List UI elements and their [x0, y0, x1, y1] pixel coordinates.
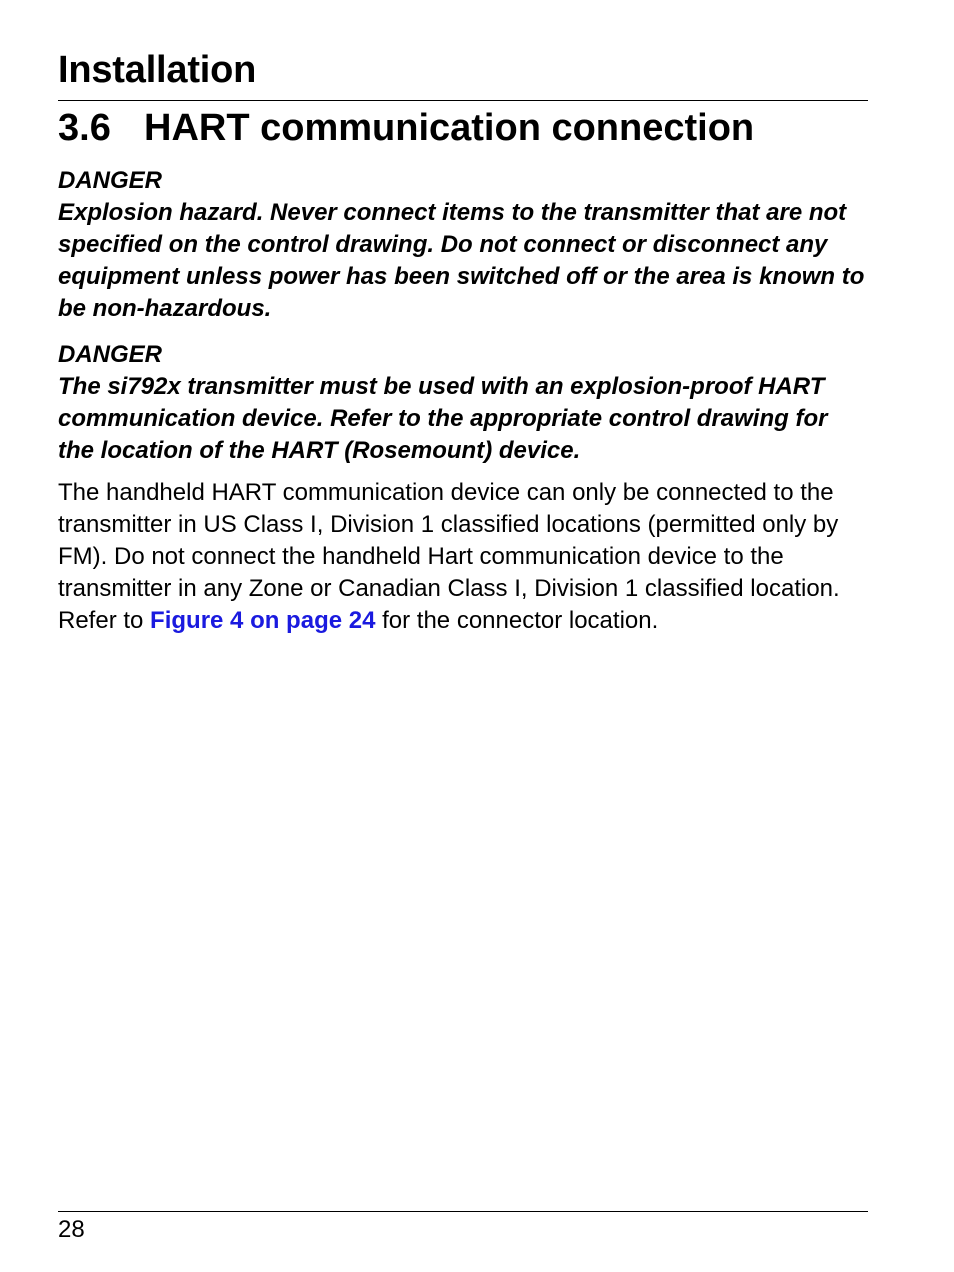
- section-number: 3.6: [58, 107, 111, 149]
- danger-label: DANGER: [58, 167, 163, 194]
- body-text-before-link: The handheld HART communication device can only be connected to the transmitter in US Class I, Division 1 classified locations (permitted only by FM). Do not connect the handheld Hart communication device to the transmitter in any Zone or Canadian Class I, Division 1 classified location. Refer to: [58, 479, 840, 634]
- figure-4-cross-reference-link[interactable]: Figure 4 on page 24: [150, 607, 376, 634]
- body-paragraph: [58, 477, 868, 637]
- danger-label: DANGER: [58, 341, 163, 368]
- chapter-header: [58, 48, 868, 101]
- manual-page: [58, 0, 868, 1272]
- danger-notice-explosion-proof-device: [58, 339, 868, 467]
- section-title: HART communication connection: [144, 107, 755, 149]
- chapter-title: Installation: [58, 49, 257, 91]
- danger-text: Explosion hazard. Never connect items to the transmitter that are not specified on the control drawing. Do not connect or disconnect any equipment unless power has been switched off or the area is known to be non-hazardous.: [58, 199, 865, 322]
- section-heading: [58, 106, 754, 150]
- page-footer: [58, 1211, 868, 1243]
- danger-text: The si792x transmitter must be used with an explosion-proof HART communication device. Refer to the appropriate control drawing for the location of the HART (Rosemount) device.: [58, 373, 828, 464]
- page-number: 28: [58, 1216, 85, 1243]
- body-text-after-link: for the connector location.: [375, 607, 659, 634]
- danger-notice-explosion-hazard: [58, 165, 868, 325]
